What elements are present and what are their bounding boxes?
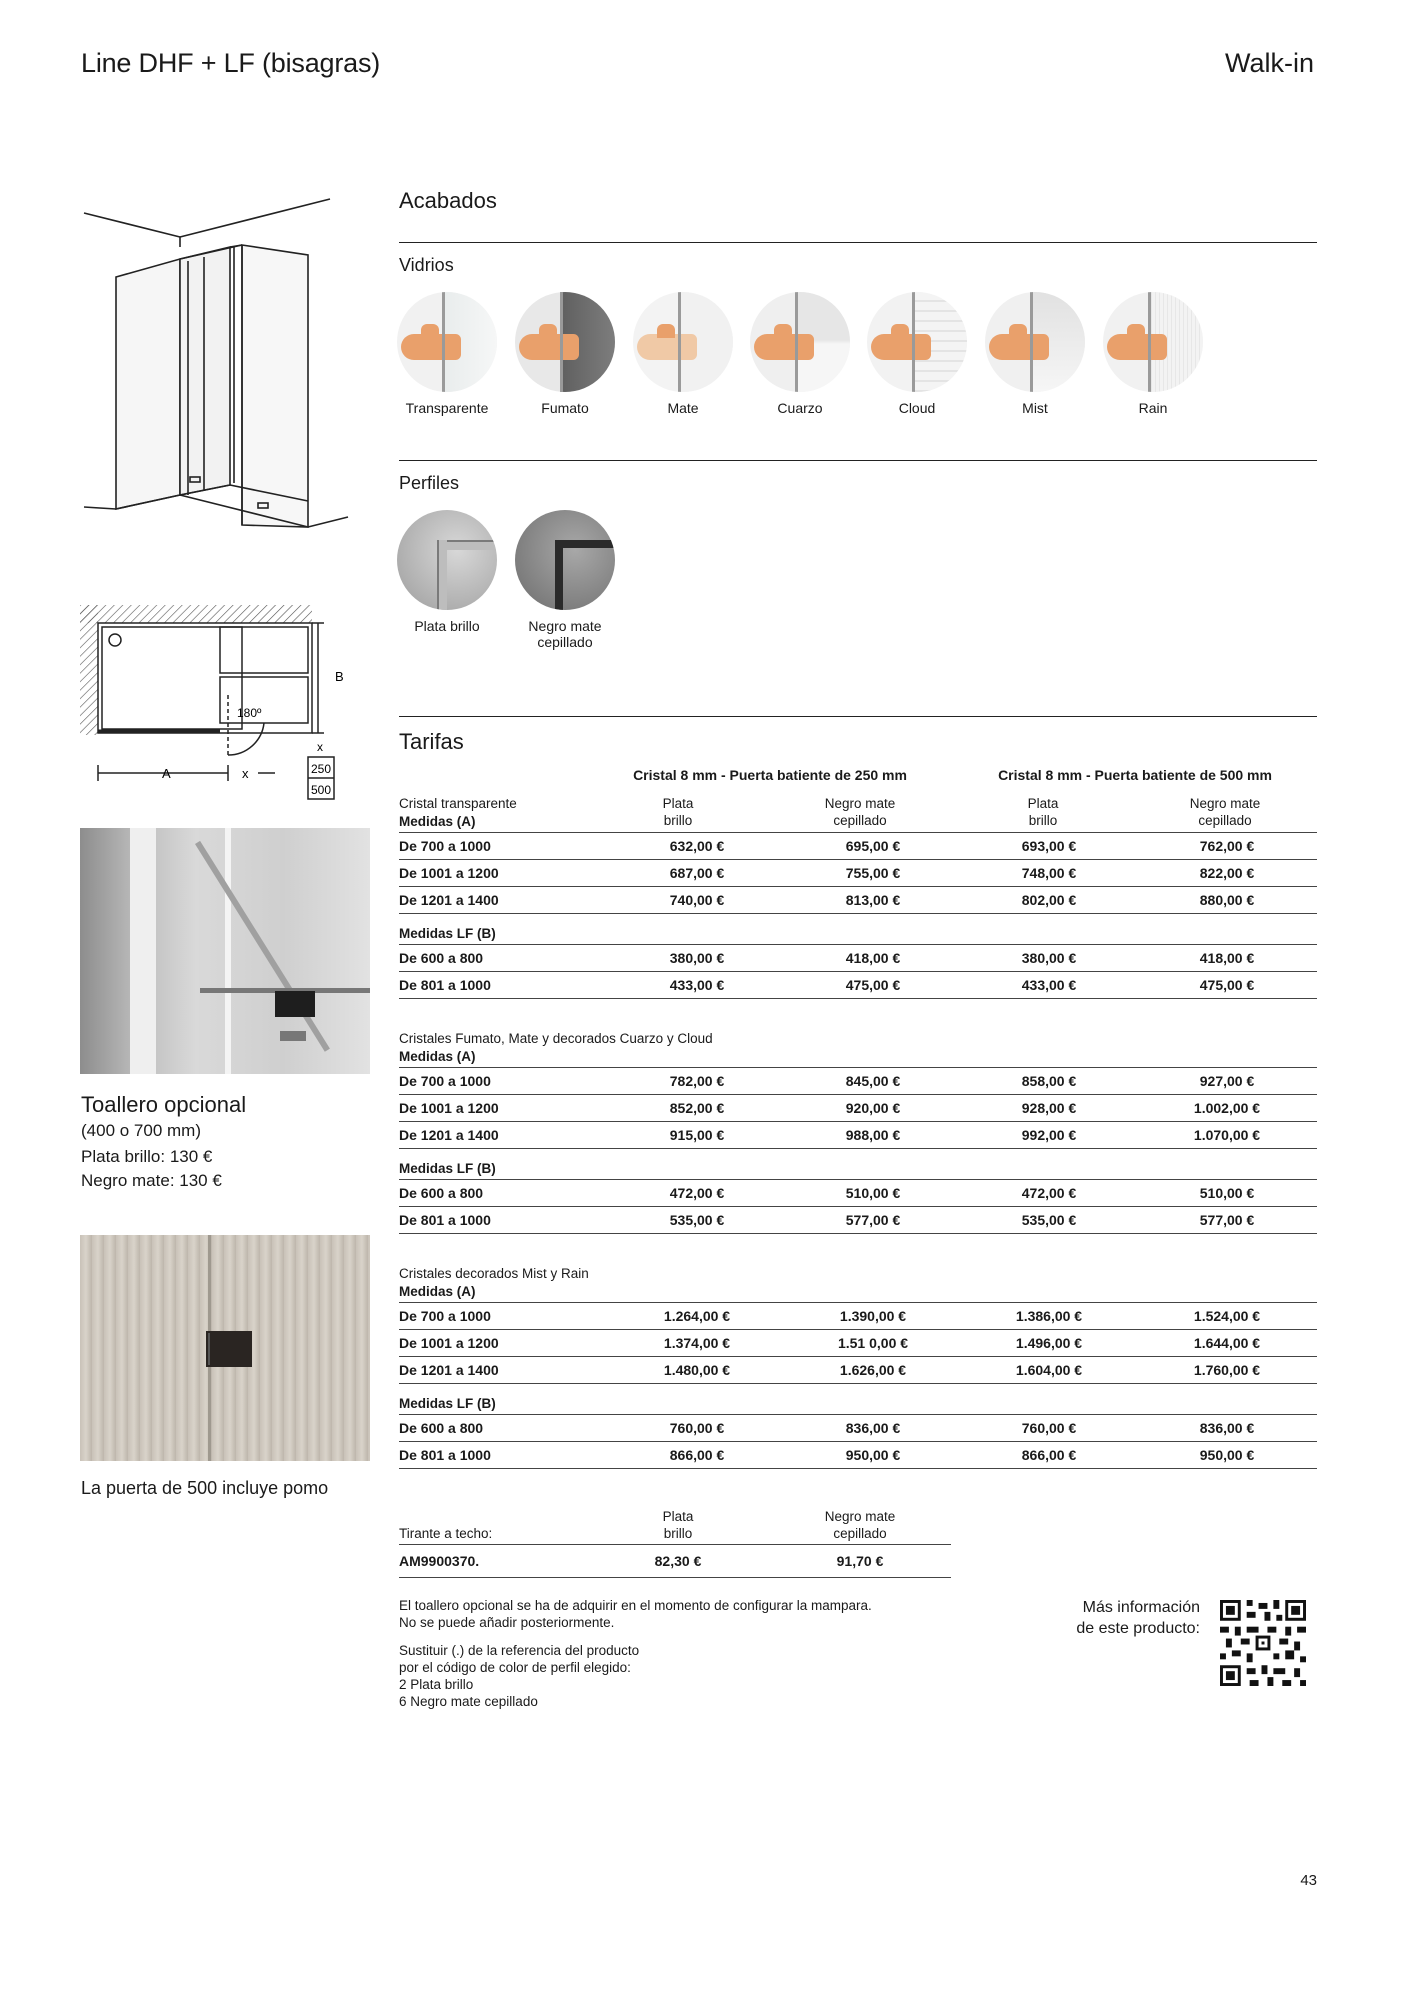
table-row <box>399 945 1317 972</box>
price-cell: 836,00 € <box>1137 1415 1317 1442</box>
price-cell: 1.644,00 € <box>1137 1330 1317 1357</box>
price-cell: 988,00 € <box>785 1122 961 1149</box>
price-cell: 380,00 € <box>961 945 1137 972</box>
plan-label-angle: 180º <box>237 706 262 720</box>
size-range-cell: De 600 a 800 <box>399 1180 609 1207</box>
page-title: Line DHF + LF (bisagras) <box>81 48 381 78</box>
more-info <box>1030 1597 1200 1639</box>
plan-legend-x: x <box>317 740 323 754</box>
table-row <box>399 1068 1317 1095</box>
price-cell: 1.002,00 € <box>1137 1095 1317 1122</box>
section-heading-line2: Medidas (A) <box>399 1049 476 1064</box>
plan-legend-500: 500 <box>311 783 332 797</box>
price-cell: 472,00 € <box>961 1180 1137 1207</box>
price-cell: 1.760,00 € <box>1137 1357 1317 1384</box>
glass-label: Mist <box>1022 400 1048 416</box>
glass-transparente-image <box>397 292 497 392</box>
glass-fumato-image <box>515 292 615 392</box>
price-cell: 802,00 € <box>961 887 1137 914</box>
more-info-line: de este producto: <box>1076 1620 1200 1637</box>
table-row <box>399 972 1317 999</box>
glass-swatch-mate <box>628 292 738 416</box>
section-heading-line1: Cristal transparente <box>399 796 517 811</box>
section-heading-line1: Cristales Fumato, Mate y decorados Cuarzo y Cloud <box>399 1031 713 1046</box>
price-table <box>399 832 1317 914</box>
price-cell: 418,00 € <box>1137 945 1317 972</box>
table-row <box>399 1207 1317 1234</box>
price-cell: 510,00 € <box>1137 1180 1317 1207</box>
price-cell: 535,00 € <box>609 1207 785 1234</box>
table-row <box>399 1180 1317 1207</box>
price-cell: 927,00 € <box>1137 1068 1317 1095</box>
tarifas-title: Tarifas <box>399 729 464 754</box>
column-header <box>1165 795 1285 829</box>
glass-swatch-rain <box>1098 292 1208 416</box>
price-cell: 950,00 € <box>785 1442 961 1469</box>
profile-plata-image <box>397 510 497 610</box>
price-cell: 866,00 € <box>961 1442 1137 1469</box>
glass-swatch-transparente <box>392 292 502 416</box>
glass-mate-image <box>633 292 733 392</box>
section-heading-line1: Cristales decorados Mist y Rain <box>399 1266 589 1281</box>
price-cell: 380,00 € <box>609 945 785 972</box>
size-range-cell: De 700 a 1000 <box>399 1303 609 1330</box>
col-head-line: Negro mate <box>1189 796 1261 811</box>
profile-negro-image <box>515 510 615 610</box>
divider <box>399 1544 951 1545</box>
section-heading-line2: Medidas (A) <box>399 814 476 829</box>
note-line: 6 Negro mate cepillado <box>399 1694 538 1709</box>
price-cell: 433,00 € <box>961 972 1137 999</box>
table-row <box>399 860 1317 887</box>
section-heading-line2: Medidas (A) <box>399 1284 476 1299</box>
profile-label: Plata brillo <box>414 618 480 634</box>
price-table <box>399 944 1317 999</box>
price-table <box>399 1179 1317 1234</box>
price-cell: 845,00 € <box>785 1068 961 1095</box>
size-range-cell: De 1201 a 1400 <box>399 887 609 914</box>
glass-swatch-cloud <box>862 292 972 416</box>
col-head-line: Plata <box>1027 796 1059 811</box>
price-cell: 822,00 € <box>1137 860 1317 887</box>
table-row <box>399 1442 1317 1469</box>
price-cell: 748,00 € <box>961 860 1137 887</box>
plan-label-b: B <box>335 669 344 684</box>
page-number: 43 <box>1300 1872 1317 1889</box>
size-range-cell: De 801 a 1000 <box>399 1207 609 1234</box>
price-cell: 510,00 € <box>785 1180 961 1207</box>
column-group-500: Cristal 8 mm - Puerta batiente de 500 mm <box>998 767 1272 783</box>
price-cell: 740,00 € <box>609 887 785 914</box>
column-header <box>983 795 1103 829</box>
col-head-line: brillo <box>663 813 693 828</box>
size-range-cell: De 801 a 1000 <box>399 972 609 999</box>
price-cell: 760,00 € <box>609 1415 785 1442</box>
towel-rail-photo <box>80 828 370 1074</box>
size-range-cell: De 1201 a 1400 <box>399 1357 609 1384</box>
price-cell: 695,00 € <box>785 833 961 860</box>
price-cell: 1.524,00 € <box>1137 1303 1317 1330</box>
tirante-col-negro <box>800 1508 920 1542</box>
profile-swatch-plata <box>392 510 502 634</box>
price-cell: 950,00 € <box>1137 1442 1317 1469</box>
col-head-line: cepillado <box>833 813 887 828</box>
price-cell: 755,00 € <box>785 860 961 887</box>
price-cell: 472,00 € <box>609 1180 785 1207</box>
towel-price-negro: Negro mate: 130 € <box>81 1171 222 1190</box>
glass-label: Fumato <box>541 400 589 416</box>
glass-label: Rain <box>1138 400 1168 416</box>
price-cell: 475,00 € <box>785 972 961 999</box>
table-row <box>399 1122 1317 1149</box>
divider <box>399 1577 951 1578</box>
door-handle-photo <box>80 1235 370 1461</box>
price-cell: 836,00 € <box>785 1415 961 1442</box>
glass-label: Cloud <box>898 400 936 416</box>
tirante-col-plata <box>618 1508 738 1542</box>
tirante-label: Tirante a techo: <box>399 1526 493 1541</box>
col-head-line: Plata <box>662 796 694 811</box>
price-table <box>399 1067 1317 1149</box>
note-line: 2 Plata brillo <box>399 1677 474 1692</box>
price-cell: 1.374,00 € <box>609 1330 785 1357</box>
table-row <box>399 1357 1317 1384</box>
price-cell: 1.390,00 € <box>785 1303 961 1330</box>
price-cell: 813,00 € <box>785 887 961 914</box>
vidrios-title: Vidrios <box>399 255 454 275</box>
note-referencia <box>399 1642 639 1710</box>
glass-label: Cuarzo <box>777 400 823 416</box>
note-toallero <box>399 1597 872 1631</box>
price-cell: 577,00 € <box>785 1207 961 1234</box>
price-cell: 852,00 € <box>609 1095 785 1122</box>
col-head-line: cepillado <box>833 1526 887 1541</box>
note-line: No se puede añadir posteriormente. <box>399 1615 615 1630</box>
price-cell: 782,00 € <box>609 1068 785 1095</box>
price-cell: 858,00 € <box>961 1068 1137 1095</box>
note-line: Sustituir (.) de la referencia del producto <box>399 1643 640 1658</box>
price-section-heading <box>399 1395 496 1413</box>
plan-legend-250: 250 <box>311 762 332 776</box>
table-row <box>399 1095 1317 1122</box>
tirante-price-plata: 82,30 € <box>654 1553 702 1569</box>
towel-title: Toallero opcional <box>81 1092 247 1117</box>
price-table <box>399 1302 1317 1384</box>
size-range-cell: De 600 a 800 <box>399 1415 609 1442</box>
shower-3d-drawing <box>80 195 360 535</box>
col-head-line: brillo <box>663 1526 693 1541</box>
table-row <box>399 887 1317 914</box>
glass-cuarzo-image <box>750 292 850 392</box>
col-head-line: cepillado <box>1198 813 1252 828</box>
price-cell: 928,00 € <box>961 1095 1137 1122</box>
size-range-cell: De 600 a 800 <box>399 945 609 972</box>
glass-mist-image <box>985 292 1085 392</box>
col-head-line: Negro mate <box>824 796 896 811</box>
price-cell: 1.496,00 € <box>961 1330 1137 1357</box>
glass-swatch-cuarzo <box>745 292 855 416</box>
perfiles-title: Perfiles <box>399 473 460 493</box>
price-section-heading <box>399 1030 713 1066</box>
price-cell: 880,00 € <box>1137 887 1317 914</box>
price-section-heading <box>399 1160 496 1178</box>
note-line: El toallero opcional se ha de adquirir en el momento de configurar la mampara. <box>399 1598 872 1613</box>
table-row <box>399 833 1317 860</box>
price-section-heading <box>399 795 517 831</box>
size-range-cell: De 1201 a 1400 <box>399 1122 609 1149</box>
price-cell: 1.604,00 € <box>961 1357 1137 1384</box>
towel-sizes: (400 o 700 mm) <box>81 1121 201 1140</box>
table-row <box>399 1330 1317 1357</box>
col-head-line: brillo <box>1028 813 1058 828</box>
size-range-cell: De 801 a 1000 <box>399 1442 609 1469</box>
col-head-line: Negro mate <box>824 1509 896 1524</box>
divider <box>399 460 1317 461</box>
price-cell: 1.626,00 € <box>785 1357 961 1384</box>
size-range-cell: De 1001 a 1200 <box>399 1330 609 1357</box>
tirante-price-negro: 91,70 € <box>836 1553 884 1569</box>
more-info-line: Más información <box>1082 1599 1200 1616</box>
column-group-250: Cristal 8 mm - Puerta batiente de 250 mm <box>633 767 907 783</box>
size-range-cell: De 700 a 1000 <box>399 1068 609 1095</box>
glass-rain-image <box>1103 292 1203 392</box>
profile-label-2: cepillado <box>537 634 593 650</box>
table-row <box>399 1415 1317 1442</box>
glass-swatch-fumato <box>510 292 620 416</box>
col-head-line: Plata <box>662 1509 694 1524</box>
section-heading-line2: Medidas LF (B) <box>399 1396 496 1411</box>
price-cell: 760,00 € <box>961 1415 1137 1442</box>
price-cell: 632,00 € <box>609 833 785 860</box>
size-range-cell: De 1001 a 1200 <box>399 1095 609 1122</box>
towel-price-plata: Plata brillo: 130 € <box>81 1147 213 1166</box>
category-label: Walk-in <box>1224 48 1314 78</box>
glass-label: Transparente <box>405 400 489 416</box>
plan-drawing <box>80 605 350 805</box>
price-section-heading <box>399 925 496 943</box>
divider <box>399 242 1317 243</box>
door-caption: La puerta de 500 incluye pomo <box>81 1478 329 1498</box>
price-cell: 992,00 € <box>961 1122 1137 1149</box>
price-cell: 866,00 € <box>609 1442 785 1469</box>
glass-cloud-image <box>867 292 967 392</box>
glass-swatch-mist <box>980 292 1090 416</box>
price-cell: 577,00 € <box>1137 1207 1317 1234</box>
price-cell: 535,00 € <box>961 1207 1137 1234</box>
price-cell: 475,00 € <box>1137 972 1317 999</box>
divider <box>399 716 1317 717</box>
price-cell: 418,00 € <box>785 945 961 972</box>
price-cell: 693,00 € <box>961 833 1137 860</box>
plan-label-x: x <box>242 766 249 781</box>
table-row <box>399 1303 1317 1330</box>
price-cell: 687,00 € <box>609 860 785 887</box>
section-heading-line2: Medidas LF (B) <box>399 1161 496 1176</box>
column-header <box>800 795 920 829</box>
tirante-code: AM9900370. <box>399 1553 480 1569</box>
price-cell: 1.070,00 € <box>1137 1122 1317 1149</box>
price-cell: 1.480,00 € <box>609 1357 785 1384</box>
price-cell: 1.386,00 € <box>961 1303 1137 1330</box>
profile-label: Negro mate <box>528 618 602 634</box>
note-line: por el código de color de perfil elegido: <box>399 1660 631 1675</box>
price-cell: 1.264,00 € <box>609 1303 785 1330</box>
price-cell: 433,00 € <box>609 972 785 999</box>
price-cell: 762,00 € <box>1137 833 1317 860</box>
profile-swatch-negro <box>510 510 620 650</box>
price-table <box>399 1414 1317 1469</box>
price-section-heading <box>399 1265 589 1301</box>
section-heading-line2: Medidas LF (B) <box>399 926 496 941</box>
price-cell: 1.51 0,00 € <box>785 1330 961 1357</box>
size-range-cell: De 700 a 1000 <box>399 833 609 860</box>
glass-label: Mate <box>667 400 699 416</box>
column-header <box>618 795 738 829</box>
acabados-title: Acabados <box>399 188 497 213</box>
price-cell: 920,00 € <box>785 1095 961 1122</box>
size-range-cell: De 1001 a 1200 <box>399 860 609 887</box>
price-cell: 915,00 € <box>609 1122 785 1149</box>
plan-label-a: A <box>162 766 171 781</box>
qr-code-icon[interactable] <box>1220 1600 1306 1686</box>
